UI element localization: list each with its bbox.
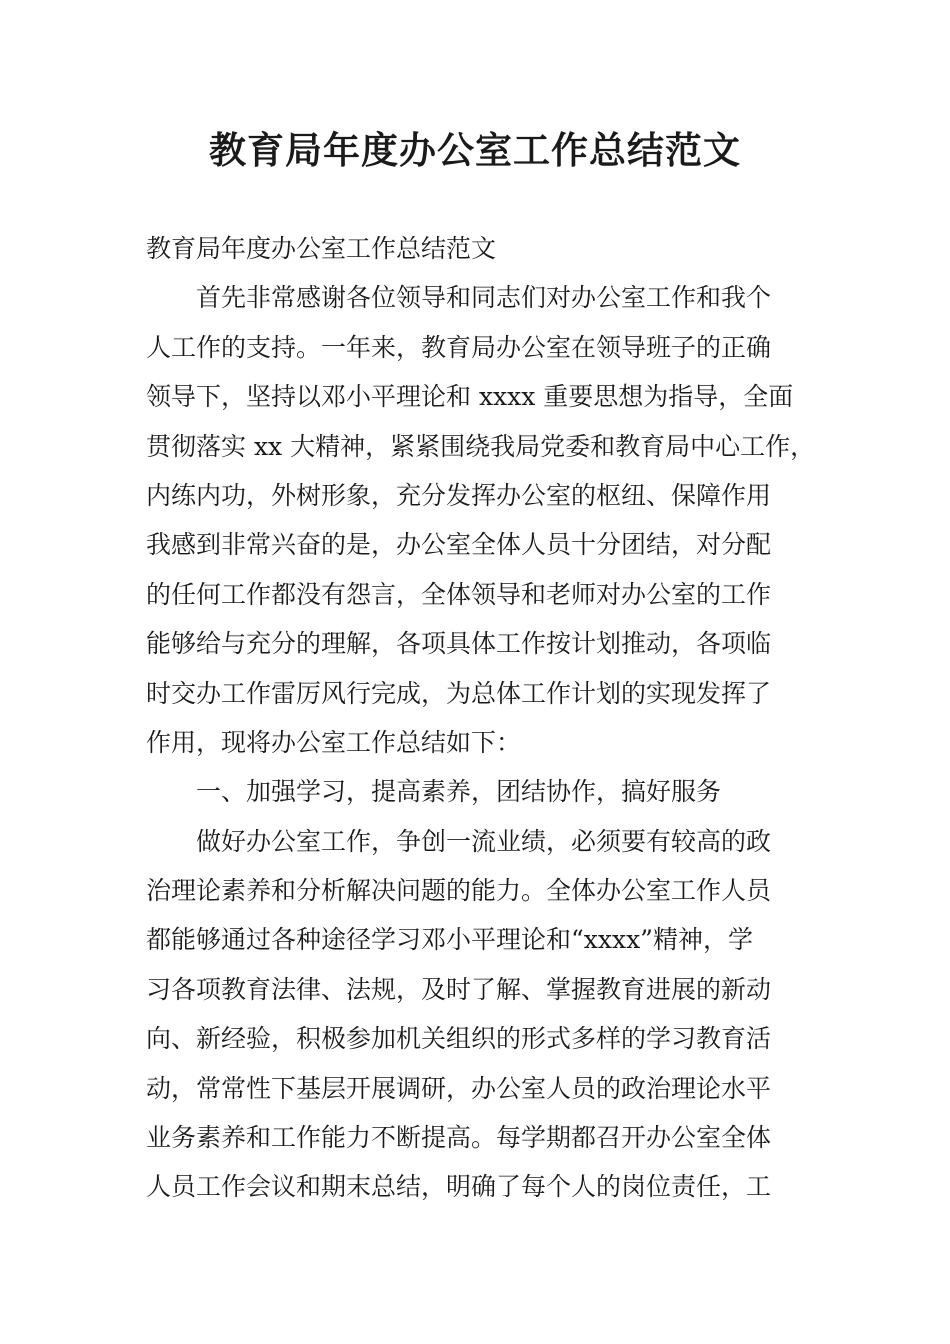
text-line: 业务素养和工作能力不断提高。每学期都召开办公室全体 [146,1123,772,1153]
text-line: 领导下，坚持以邓小平理论和 xxxx 重要思想为指导，全面 [146,382,794,412]
text-line: 的任何工作都没有怨言，全体领导和老师对办公室的工作 [146,579,772,609]
text-line: 作用，现将办公室工作总结如下： [146,727,522,757]
text-line: 首先非常感谢各位领导和同志们对办公室工作和我个 [196,283,772,313]
text-line: 向、新经验，积极参加机关组织的形式多样的学习教育活 [146,1024,772,1054]
text-line: 做好办公室工作，争创一流业绩，必须要有较高的政 [196,826,772,856]
text-line: 能够给与充分的理解，各项具体工作按计划推动，各项临 [146,629,772,659]
text-line: 教育局年度办公室工作总结范文 [146,234,497,263]
document-body [146,224,818,1212]
text-line: 动，常常性下基层开展调研，办公室人员的政治理论水平 [146,1073,772,1103]
text-line: 习各项教育法律、法规，及时了解、掌握教育进展的新动 [146,974,772,1004]
text-line: 一、加强学习，提高素养，团结协作，搞好服务 [196,777,722,807]
text-line: 我感到非常兴奋的是，办公室全体人员十分团结，对分配 [146,530,772,560]
text-line: 人员工作会议和期末总结，明确了每个人的岗位责任，工 [146,1172,772,1202]
text-line: 贯彻落实 xx 大精神，紧紧围绕我局党委和教育局中心工作， [146,431,816,461]
document-title: 教育局年度办公室工作总结范文 [209,129,741,172]
text-line: 时交办工作雷厉风行完成，为总体工作计划的实现发挥了 [146,678,772,708]
text-line: 都能够通过各种途径学习邓小平理论和“xxxx”精神，学 [146,925,753,955]
text-line: 内练内功，外树形象，充分发挥办公室的枢纽、保障作用 [146,480,772,510]
text-line: 治理论素养和分析解决问题的能力。全体办公室工作人员 [146,876,772,906]
text-line: 人工作的支持。一年来，教育局办公室在领导班子的正确 [146,332,772,362]
